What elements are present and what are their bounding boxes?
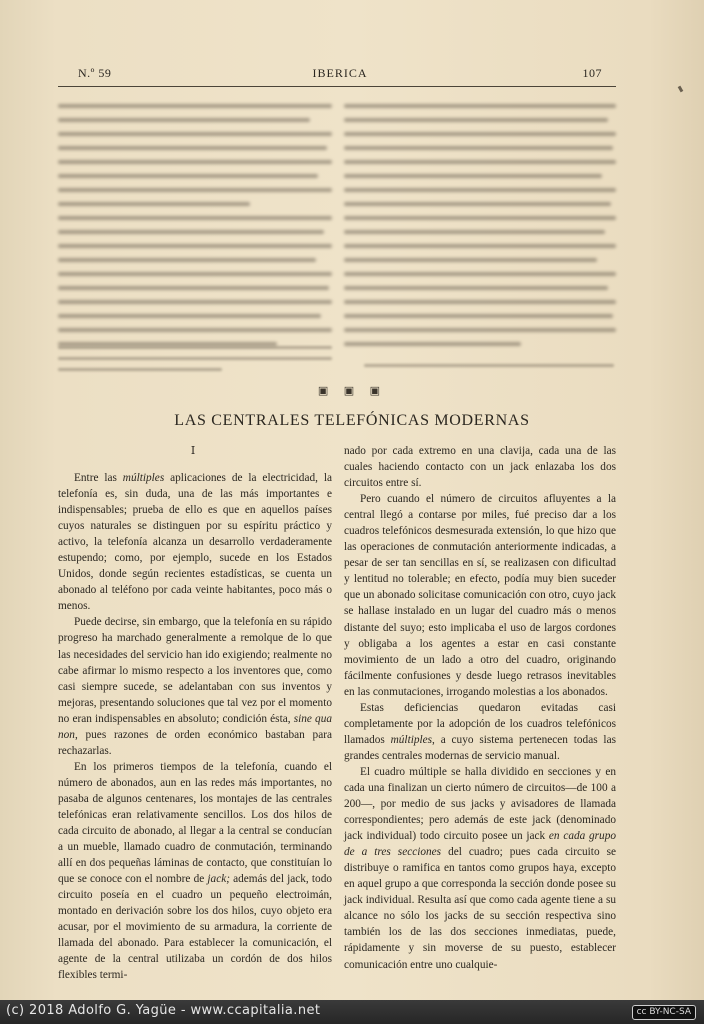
blurred-text-right [344,104,616,356]
paragraph: Pero cuando el número de circuitos afluyentes a la central llegó a contarse por miles, fué preciso dar a los cuadros telefónicos desmesurada extensión, lo que hizo que las operaciones de conmutación anteriormente indicadas, a pesar de ser tan sencillas en sí, se realizasen con dificultad y lentitud no tolerable; en efecto, podía muy bien suceder que un abonado solicitase comunicación con otro, cuyo jack se hallase instalado en un lugar del cuadro más o menos distante del suyo; esto implicaba el uso de largos cordones y obligaba a los agentes a estar en casi constante movimiento de un lado a otro del cuadro, originando fácilmente confusiones y desde luego retrasos inevitables en las conmutaciones, irrogando molestias a los abonados. [344,493,616,698]
issue-number: N.º 59 [78,66,112,80]
blurred-signature [364,364,614,377]
copyright-footer [0,1000,704,1024]
blurred-text-left [58,104,332,356]
section-number: I [190,444,196,457]
magazine-title: IBERICA [312,66,368,80]
header-rule [58,86,616,87]
paragraph: En los primeros tiempos de la telefonía, cuando el número de abonados, aun en las redes más importantes, no pasaba de algunos centenares, los montajes de las centrales telefónicas eran relativamente sencillos. Los dos hilos de cada circuito de abonado, al llegar a la central se conducían a un mueble, llamado cuadro de conmutación, terminando allí en dos pequeñas láminas de contacto, que constituían lo que se conoce con el nombre de jack; además del jack, todo circuito poseía en el cuadro un pequeño electroimán, montado en derivación sobre los dos hilos, cuyo objeto era acusar, por el movimiento de su armadura, la corriente de llamada del abonado. Para establecer la comunicación, el agente de la central utilizaba un cordón de dos hilos flexibles termi- [58,760,332,982]
article-title: LAS CENTRALES TELEFÓNICAS MODERNAS [174,412,530,429]
left-column [58,470,332,984]
margin-mark [678,86,684,93]
blurred-footnote [58,346,332,379]
paragraph: Entre las múltiples aplicaciones de la electricidad, la telefonía es, sin duda, una de las más importantes e indispensables; prueba de ello es que en aquellos países cuyos naturales se distinguen por su espíritu práctico y activo, la telefonía alcanza un desarrollo verdaderamente estupendo; como, por ejemplo, sucede en los Estados Unidos, donde según recientes estadísticas, se cuenta un abonado al teléfono por cada veinte habitantes, poco más o menos. [58,472,332,613]
paragraph: El cuadro múltiple se halla dividido en secciones y en cada una finalizan un cierto número de circuitos—de 100 a 200—, por medio de sus jacks y avisadores de llamada correspondientes; pero además de este jack (denominado jack individual) todo circuito posee un jack en cada grupo de a tres secciones del cuadro; pues cada circuito se distribuye o ramifica en tantos como grupos haya, excepto en aquel grupo a que corresponda la sección donde posee su jack individual. Resulta así que como cada agente tiene a su alcance no sólo los jacks de su sección respectiva sino también los de las dos secciones inmediatas, puede, rápidamente y sin moverse de su puesto, establecer comunicación entre uno cualquie- [344,765,616,971]
paragraph: nado por cada extremo en una clavija, cada una de las cuales haciendo contacto con un jack enlazaba los dos circuitos entre sí. [344,445,616,490]
page-number: 107 [582,66,602,80]
right-column [344,443,616,973]
cc-license-badge[interactable]: cc BY-NC-SA [632,1005,696,1020]
paragraph: Puede decirse, sin embargo, que la telefonía en su rápido progreso ha marchado generalmente a remolque de lo que las necesidades del servicio han ido exigiendo; realmente no cabe afirmar lo mismo respecto a los inventores que, como casi siempre sucede, se adelantaban con sus inventos y mejoras, presentando soluciones que tal vez por el momento no eran indispensables en absoluto; condición ésta, sine qua non, pues razones de orden económico bastaban para rechazarlas. [58,616,332,757]
page-header [76,66,604,82]
copyright-text: (c) 2018 Adolfo G. Yagüe - www.ccapitalia.net [6,1003,321,1018]
section-ornament: ▣ ▣ ▣ [317,384,387,397]
paragraph: Estas deficiencias quedaron evitadas casi completamente por la adopción de los cuadros telefónicos llamados múltiples, a cuyo sistema pertenecen todas las grandes centrales modernas de servicio manual. [344,701,616,762]
